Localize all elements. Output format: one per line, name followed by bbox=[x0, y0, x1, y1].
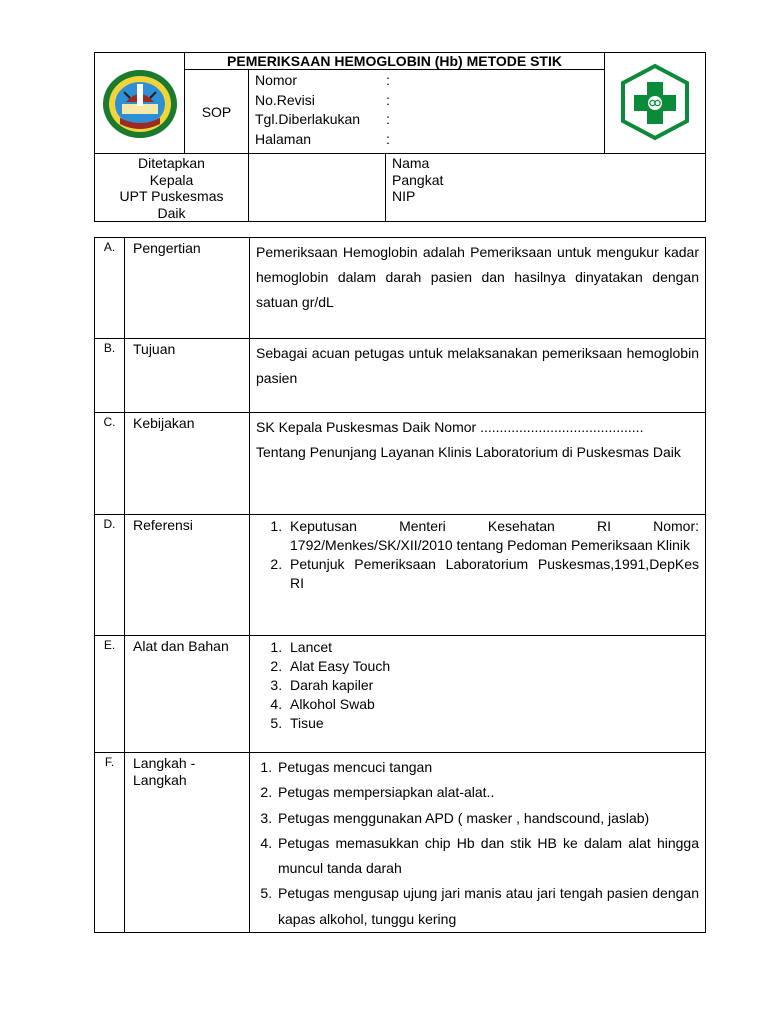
definition-text: Pemeriksaan Hemoglobin adalah Pemeriksaan untuk mengukur kadar hemoglobin dalam darah pasien dan hasilnya dinyatakan dengan satuan gr/dL bbox=[256, 244, 699, 310]
materials-list bbox=[256, 638, 699, 733]
puskesmas-cross-icon bbox=[617, 62, 693, 142]
section-label: Referensi bbox=[125, 515, 250, 636]
section-row bbox=[95, 238, 706, 339]
section-content bbox=[250, 413, 706, 515]
meta-value: : bbox=[386, 130, 390, 147]
list-item: 3. Petugas menggunakan APD ( masker , handscound, jaslab) bbox=[276, 806, 699, 831]
list-item: 3. Darah kapiler bbox=[286, 676, 699, 695]
section-row bbox=[95, 753, 706, 933]
sop-label: SOP bbox=[185, 70, 249, 153]
section-content bbox=[250, 339, 706, 413]
list-item: 1. Petugas mencuci tangan bbox=[276, 755, 699, 780]
list-item: 4. Alkohol Swab bbox=[286, 695, 699, 714]
approval-line: Ditetapkan bbox=[138, 155, 205, 171]
section-row bbox=[95, 339, 706, 413]
meta-label: Nomor bbox=[255, 72, 298, 88]
meta-label: Halaman bbox=[255, 130, 312, 147]
section-label: Kebijakan bbox=[125, 413, 250, 515]
section-letter: A. bbox=[95, 238, 125, 339]
meta-row bbox=[249, 91, 604, 111]
section-row bbox=[95, 413, 706, 515]
left-logo-cell bbox=[95, 53, 185, 154]
section-letter: E. bbox=[95, 636, 125, 753]
approval-line: UPT Puskesmas bbox=[119, 188, 224, 204]
identity-field: Nama bbox=[392, 155, 430, 171]
section-label: Alat dan Bahan bbox=[125, 636, 250, 753]
list-item: 1. Lancet bbox=[286, 638, 699, 657]
list-item: 2. Petugas mempersiapkan alat-alat.. bbox=[276, 780, 699, 805]
meta-value: : bbox=[386, 111, 390, 127]
list-item: 2. Petunjuk Pemeriksaan Laboratorium Puskesmas,1991,DepKes RI bbox=[286, 555, 699, 593]
meta-label: Tgl.Diberlakukan bbox=[255, 111, 361, 127]
reference-list bbox=[256, 517, 699, 593]
steps-list bbox=[256, 755, 699, 932]
section-label: Tujuan bbox=[125, 339, 250, 413]
list-item: 2. Alat Easy Touch bbox=[286, 657, 699, 676]
meta-row bbox=[249, 110, 604, 130]
section-label: Langkah - Langkah bbox=[125, 753, 250, 933]
section-row bbox=[95, 515, 706, 636]
approval-line: Daik bbox=[157, 204, 186, 221]
signature-cell bbox=[249, 154, 386, 222]
regency-emblem-icon bbox=[100, 62, 180, 142]
policy-line: SK Kepala Puskesmas Daik Nomor .......................................... bbox=[256, 419, 644, 435]
section-content bbox=[250, 238, 706, 339]
section-content bbox=[250, 515, 706, 636]
section-content bbox=[250, 753, 706, 933]
sop-header-table bbox=[94, 52, 706, 222]
policy-line: Tentang Penunjang Layanan Klinis Laboratorium di Puskesmas Daik bbox=[256, 444, 681, 460]
section-row bbox=[95, 636, 706, 753]
right-logo-cell bbox=[605, 53, 706, 154]
approval-cell bbox=[95, 154, 249, 222]
identity-field: NIP bbox=[392, 188, 416, 204]
meta-block bbox=[249, 70, 604, 153]
approval-line: Kepala bbox=[149, 171, 194, 188]
identity-cell bbox=[386, 154, 706, 222]
section-letter: F. bbox=[95, 753, 125, 933]
meta-value: : bbox=[386, 72, 390, 88]
list-item: 5. Tisue bbox=[286, 714, 699, 733]
list-item: 5. Petugas mengusap ujung jari manis atau jari tengah pasien dengan kapas alkohol, tunggu kering bbox=[276, 881, 699, 932]
purpose-text: Sebagai acuan petugas untuk melaksanakan pemeriksaan hemoglobin pasien bbox=[256, 345, 699, 386]
list-item: 1. Keputusan Menteri Kesehatan RI Nomor: 1792/Menkes/SK/XII/2010 tentang Pedoman Pemeriksaan Klinik bbox=[286, 517, 699, 555]
meta-value: : bbox=[386, 91, 390, 108]
sop-content-table bbox=[94, 237, 706, 933]
section-letter: C. bbox=[95, 413, 125, 515]
section-letter: D. bbox=[95, 515, 125, 636]
title-meta-cell bbox=[185, 53, 605, 154]
meta-row bbox=[249, 130, 604, 150]
section-content bbox=[250, 636, 706, 753]
list-item: 4. Petugas memasukkan chip Hb dan stik HB ke dalam alat hingga muncul tanda darah bbox=[276, 831, 699, 882]
identity-field: Pangkat bbox=[392, 171, 444, 188]
section-label: Pengertian bbox=[125, 238, 250, 339]
meta-row bbox=[249, 71, 604, 91]
document-title: PEMERIKSAAN HEMOGLOBIN (Hb) METODE STIK bbox=[185, 53, 604, 70]
section-letter: B. bbox=[95, 339, 125, 413]
meta-label: No.Revisi bbox=[255, 91, 315, 108]
